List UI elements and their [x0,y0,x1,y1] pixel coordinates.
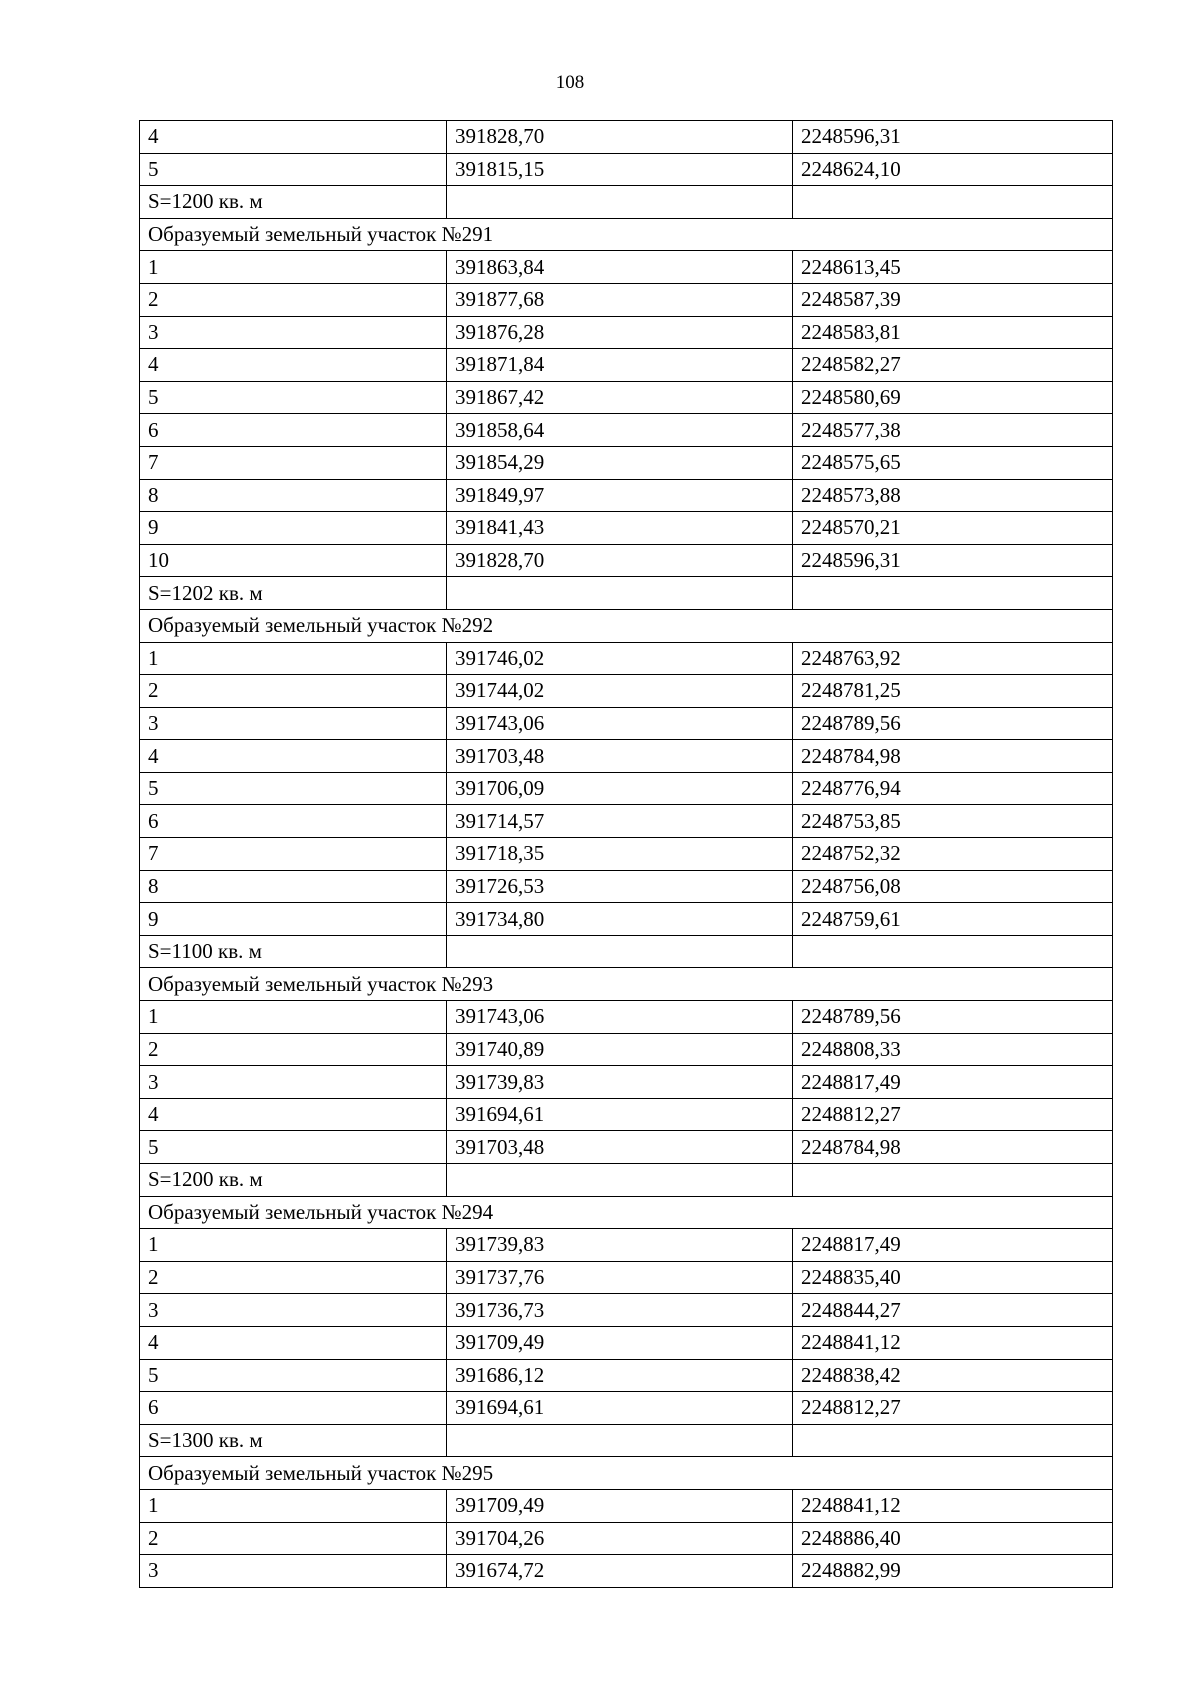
page-number: 108 [555,72,585,93]
area-value: S=1100 кв. м [140,935,447,968]
parcel-title: Образуемый земельный участок №295 [140,1457,1113,1490]
x-coordinate: 391714,57 [447,805,793,838]
point-number: 4 [140,1098,447,1131]
point-number: 7 [140,446,447,479]
parcel-title: Образуемый земельный участок №293 [140,968,1113,1001]
point-number: 2 [140,1522,447,1555]
y-coordinate: 2248756,08 [793,870,1113,903]
y-coordinate: 2248587,39 [793,283,1113,316]
coordinate-row [140,1033,1113,1066]
x-coordinate: 391854,29 [447,446,793,479]
x-coordinate: 391726,53 [447,870,793,903]
point-number: 3 [140,316,447,349]
point-number: 6 [140,1392,447,1425]
point-number: 6 [140,414,447,447]
empty-cell [793,577,1113,610]
x-coordinate: 391746,02 [447,642,793,675]
empty-cell [793,186,1113,219]
coordinate-row [140,1131,1113,1164]
parcel-header-row [140,609,1113,642]
x-coordinate: 391876,28 [447,316,793,349]
x-coordinate: 391694,61 [447,1392,793,1425]
coordinate-row [140,1326,1113,1359]
parcel-title: Образуемый земельный участок №292 [140,609,1113,642]
empty-cell [447,935,793,968]
y-coordinate: 2248838,42 [793,1359,1113,1392]
coordinate-row [140,870,1113,903]
y-coordinate: 2248583,81 [793,316,1113,349]
x-coordinate: 391858,64 [447,414,793,447]
x-coordinate: 391744,02 [447,675,793,708]
x-coordinate: 391815,15 [447,153,793,186]
x-coordinate: 391703,48 [447,1131,793,1164]
empty-cell [447,1424,793,1457]
y-coordinate: 2248784,98 [793,1131,1113,1164]
x-coordinate: 391703,48 [447,740,793,773]
y-coordinate: 2248789,56 [793,707,1113,740]
coordinate-row [140,740,1113,773]
y-coordinate: 2248752,32 [793,838,1113,871]
y-coordinate: 2248812,27 [793,1392,1113,1425]
y-coordinate: 2248817,49 [793,1229,1113,1262]
x-coordinate: 391739,83 [447,1066,793,1099]
y-coordinate: 2248573,88 [793,479,1113,512]
y-coordinate: 2248817,49 [793,1066,1113,1099]
y-coordinate: 2248882,99 [793,1555,1113,1588]
y-coordinate: 2248763,92 [793,642,1113,675]
area-value: S=1200 кв. м [140,1164,447,1197]
point-number: 3 [140,1066,447,1099]
coordinates-table-body [140,121,1113,1588]
point-number: 3 [140,1294,447,1327]
area-row [140,577,1113,610]
coordinate-row [140,1522,1113,1555]
point-number: 10 [140,544,447,577]
x-coordinate: 391737,76 [447,1261,793,1294]
empty-cell [793,1424,1113,1457]
coordinate-row [140,1066,1113,1099]
y-coordinate: 2248575,65 [793,446,1113,479]
y-coordinate: 2248580,69 [793,381,1113,414]
x-coordinate: 391841,43 [447,512,793,545]
area-row [140,935,1113,968]
x-coordinate: 391709,49 [447,1326,793,1359]
point-number: 1 [140,251,447,284]
area-row [140,1164,1113,1197]
x-coordinate: 391743,06 [447,1001,793,1034]
point-number: 5 [140,772,447,805]
y-coordinate: 2248570,21 [793,512,1113,545]
coordinates-table [139,120,1113,1588]
empty-cell [447,186,793,219]
x-coordinate: 391686,12 [447,1359,793,1392]
coordinate-row [140,316,1113,349]
x-coordinate: 391828,70 [447,544,793,577]
x-coordinate: 391734,80 [447,903,793,936]
coordinate-row [140,838,1113,871]
coordinate-row [140,1098,1113,1131]
point-number: 3 [140,707,447,740]
coordinate-row [140,1261,1113,1294]
x-coordinate: 391867,42 [447,381,793,414]
y-coordinate: 2248613,45 [793,251,1113,284]
point-number: 9 [140,903,447,936]
empty-cell [447,1164,793,1197]
coordinate-row [140,675,1113,708]
point-number: 5 [140,381,447,414]
point-number: 5 [140,1131,447,1164]
y-coordinate: 2248596,31 [793,544,1113,577]
coordinate-row [140,903,1113,936]
coordinate-row [140,446,1113,479]
coordinate-row [140,512,1113,545]
coordinate-row [140,251,1113,284]
y-coordinate: 2248841,12 [793,1489,1113,1522]
y-coordinate: 2248886,40 [793,1522,1113,1555]
coordinate-row [140,381,1113,414]
y-coordinate: 2248624,10 [793,153,1113,186]
point-number: 1 [140,642,447,675]
area-value: S=1202 кв. м [140,577,447,610]
point-number: 9 [140,512,447,545]
empty-cell [447,577,793,610]
area-value: S=1200 кв. м [140,186,447,219]
point-number: 4 [140,740,447,773]
y-coordinate: 2248577,38 [793,414,1113,447]
point-number: 8 [140,479,447,512]
x-coordinate: 391674,72 [447,1555,793,1588]
coordinate-row [140,349,1113,382]
y-coordinate: 2248776,94 [793,772,1113,805]
x-coordinate: 391739,83 [447,1229,793,1262]
parcel-header-row [140,1457,1113,1490]
y-coordinate: 2248808,33 [793,1033,1113,1066]
point-number: 4 [140,349,447,382]
coordinate-row [140,414,1113,447]
y-coordinate: 2248759,61 [793,903,1113,936]
point-number: 4 [140,121,447,154]
point-number: 1 [140,1489,447,1522]
coordinate-row [140,121,1113,154]
coordinate-row [140,1294,1113,1327]
parcel-header-row [140,968,1113,1001]
point-number: 3 [140,1555,447,1588]
point-number: 2 [140,283,447,316]
coordinate-row [140,642,1113,675]
x-coordinate: 391871,84 [447,349,793,382]
x-coordinate: 391849,97 [447,479,793,512]
coordinate-row [140,479,1113,512]
point-number: 6 [140,805,447,838]
area-row [140,186,1113,219]
x-coordinate: 391877,68 [447,283,793,316]
coordinate-row [140,544,1113,577]
point-number: 2 [140,1033,447,1066]
coordinate-row [140,283,1113,316]
x-coordinate: 391828,70 [447,121,793,154]
x-coordinate: 391706,09 [447,772,793,805]
x-coordinate: 391740,89 [447,1033,793,1066]
parcel-header-row [140,218,1113,251]
coordinate-row [140,153,1113,186]
y-coordinate: 2248781,25 [793,675,1113,708]
x-coordinate: 391694,61 [447,1098,793,1131]
point-number: 4 [140,1326,447,1359]
x-coordinate: 391736,73 [447,1294,793,1327]
x-coordinate: 391743,06 [447,707,793,740]
empty-cell [793,935,1113,968]
x-coordinate: 391709,49 [447,1489,793,1522]
y-coordinate: 2248812,27 [793,1098,1113,1131]
x-coordinate: 391704,26 [447,1522,793,1555]
coordinate-row [140,1001,1113,1034]
coordinate-row [140,1489,1113,1522]
parcel-title: Образуемый земельный участок №291 [140,218,1113,251]
point-number: 7 [140,838,447,871]
parcel-title: Образуемый земельный участок №294 [140,1196,1113,1229]
x-coordinate: 391863,84 [447,251,793,284]
point-number: 2 [140,675,447,708]
y-coordinate: 2248841,12 [793,1326,1113,1359]
area-value: S=1300 кв. м [140,1424,447,1457]
coordinate-row [140,1229,1113,1262]
y-coordinate: 2248753,85 [793,805,1113,838]
coordinate-row [140,1555,1113,1588]
y-coordinate: 2248835,40 [793,1261,1113,1294]
coordinate-row [140,805,1113,838]
point-number: 1 [140,1229,447,1262]
coordinate-row [140,1359,1113,1392]
y-coordinate: 2248844,27 [793,1294,1113,1327]
point-number: 5 [140,1359,447,1392]
coordinate-row [140,1392,1113,1425]
point-number: 2 [140,1261,447,1294]
x-coordinate: 391718,35 [447,838,793,871]
y-coordinate: 2248789,56 [793,1001,1113,1034]
parcel-header-row [140,1196,1113,1229]
point-number: 8 [140,870,447,903]
y-coordinate: 2248784,98 [793,740,1113,773]
point-number: 5 [140,153,447,186]
coordinate-row [140,707,1113,740]
coordinate-row [140,772,1113,805]
point-number: 1 [140,1001,447,1034]
y-coordinate: 2248596,31 [793,121,1113,154]
y-coordinate: 2248582,27 [793,349,1113,382]
empty-cell [793,1164,1113,1197]
area-row [140,1424,1113,1457]
